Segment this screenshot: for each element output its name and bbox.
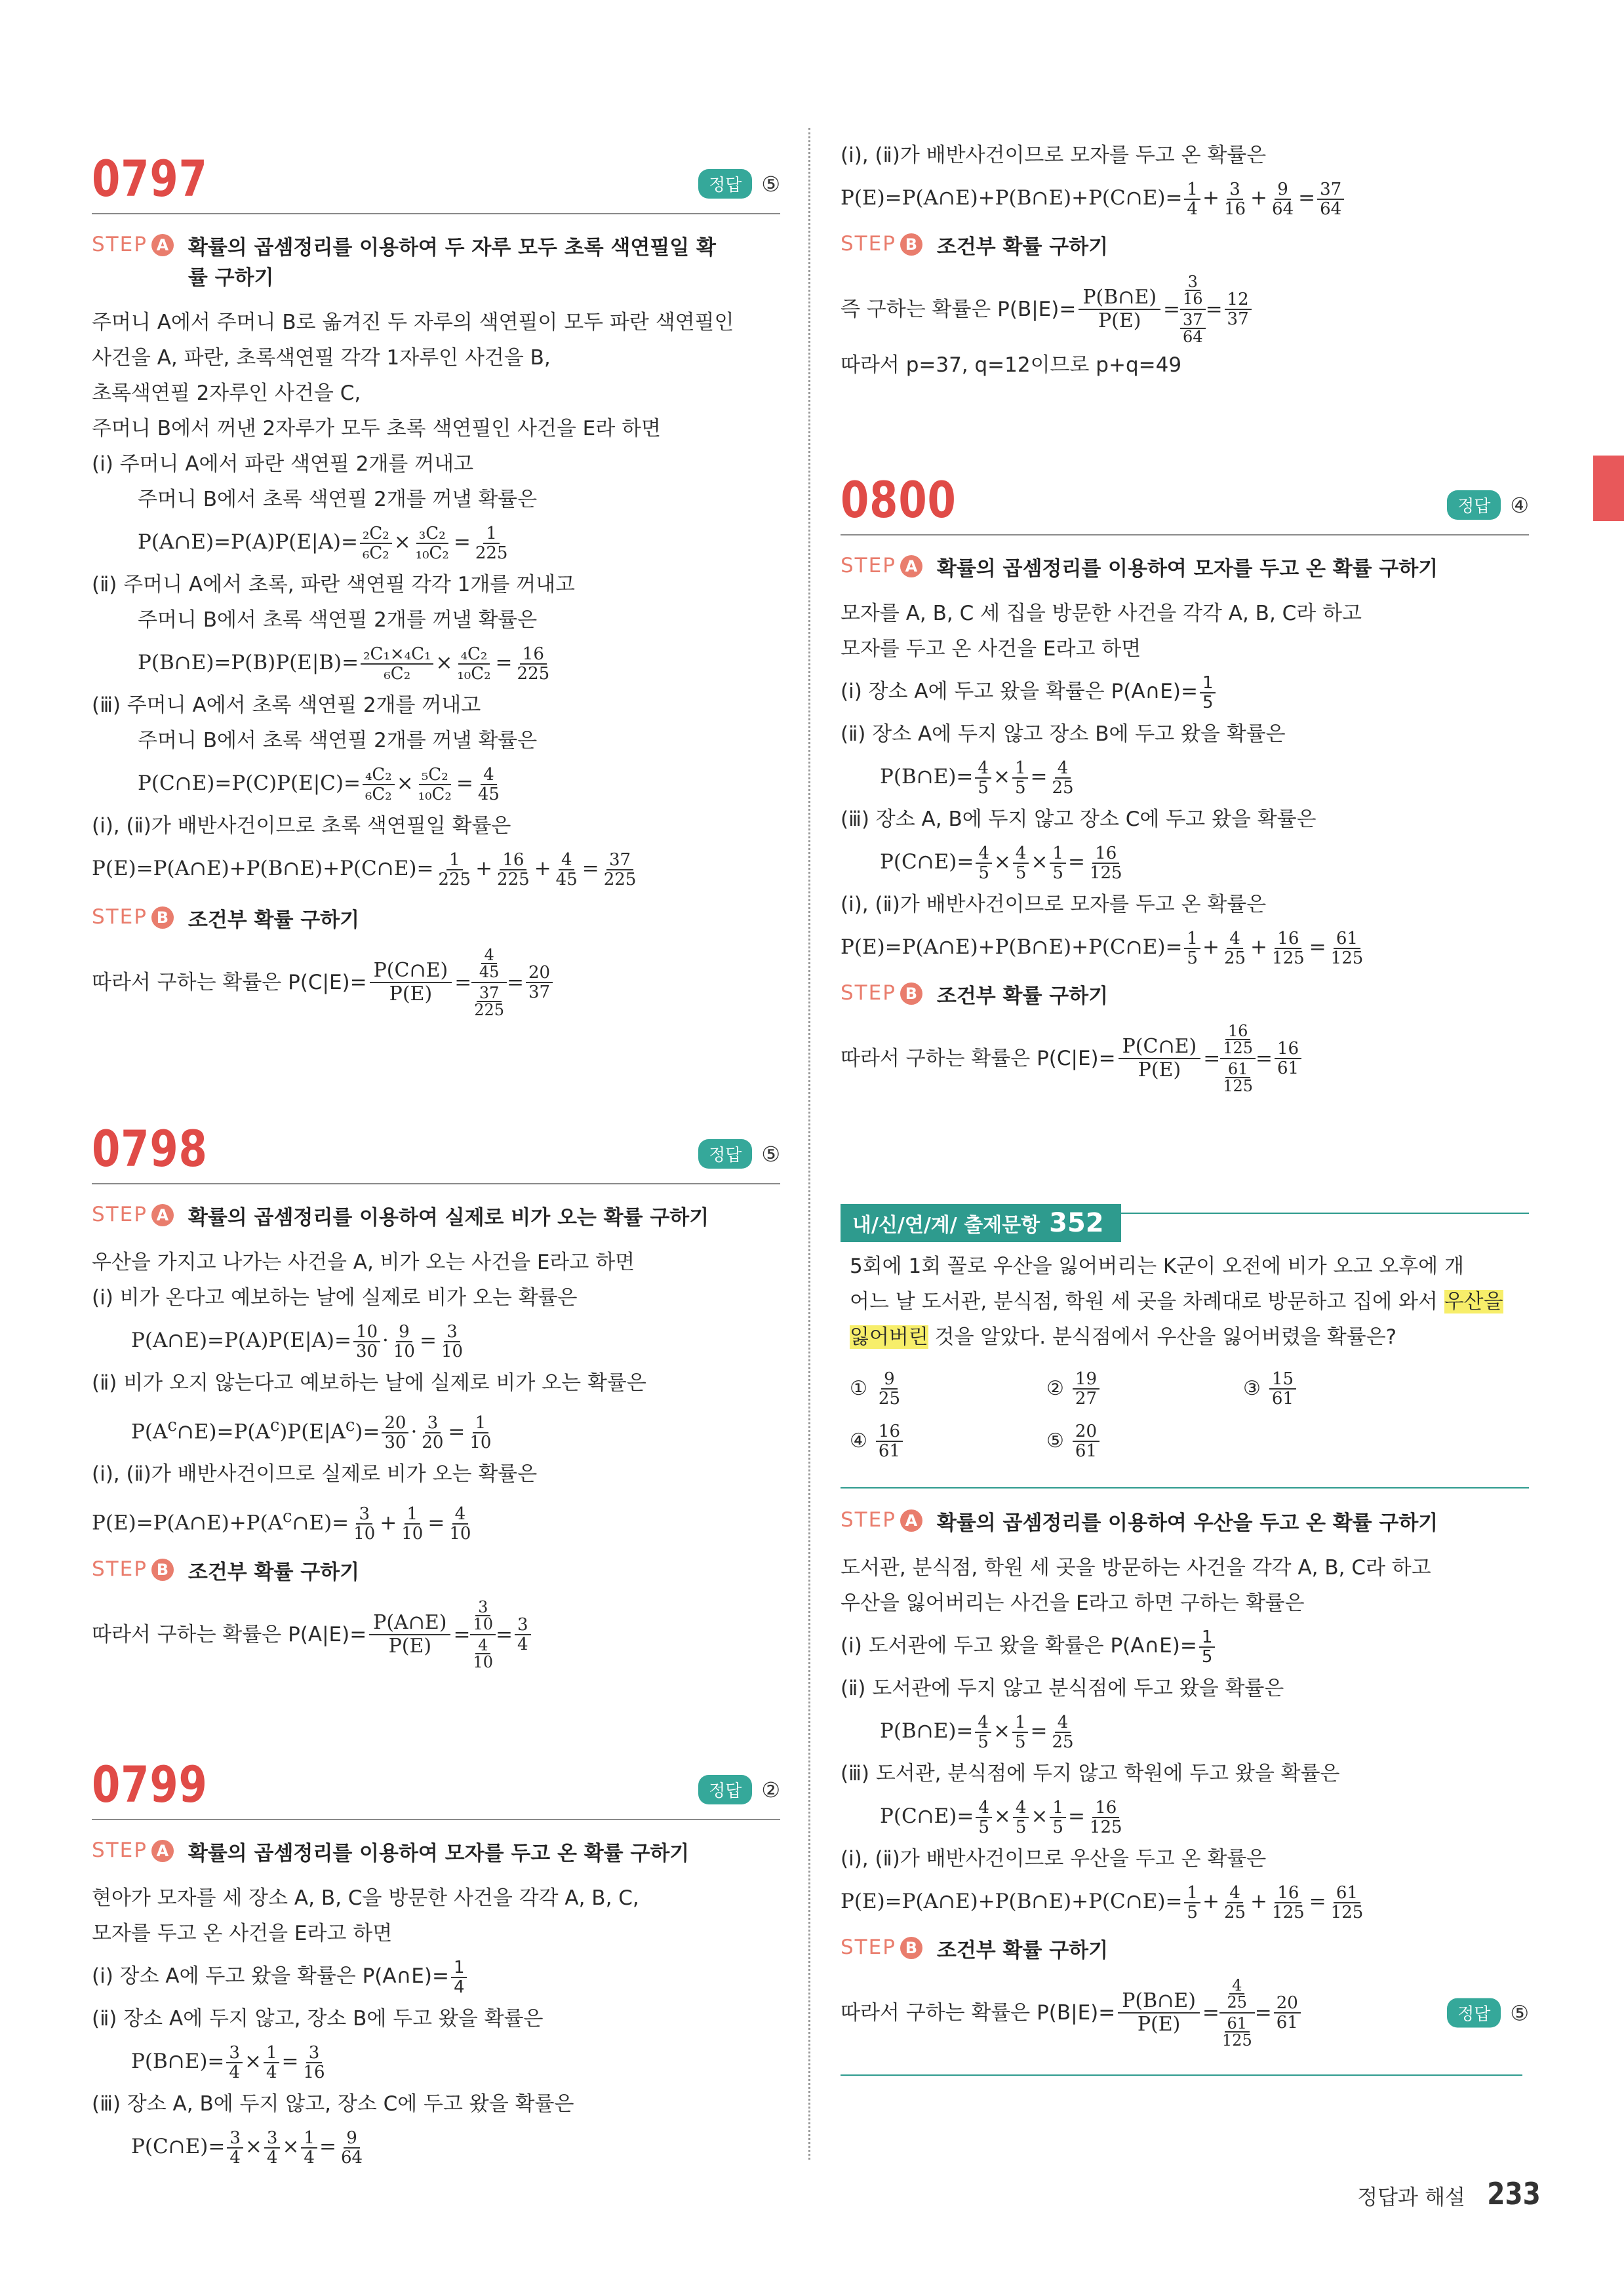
exclusive-line: (ⅰ), (ⅱ)가 배반사건이므로 모자를 두고 온 확률은 xyxy=(841,144,1267,167)
step-title: 조건부 확률 구하기 xyxy=(936,1939,1109,1962)
text-line: 모자를 두고 온 사건을 E라고 하면 xyxy=(92,1922,393,1945)
exclusive-line: (ⅰ), (ⅱ)가 배반사건이므로 모자를 두고 온 확률은 xyxy=(841,893,1267,916)
step-a xyxy=(92,233,780,293)
step-b xyxy=(92,1557,780,1587)
equation: P(A∩E)=P(A)P(E|A)= $\frac{\text{₂C₂}}{\text{₆C₂}}$ × $\frac{\text{₃C₂}}{\text{₁₀C₂}}$ = $\frac{1}{225}$ xyxy=(138,523,508,563)
exam-header xyxy=(841,1204,1121,1242)
equation: $\frac{P(A\cap E)}{P(E)}$ xyxy=(369,1612,450,1658)
answer-badge: 정답 xyxy=(1447,1998,1501,2028)
problem-number: 0799 xyxy=(92,1755,208,1814)
step-label: STEP xyxy=(841,232,896,256)
choice-2[interactable] xyxy=(1046,1363,1243,1415)
choice-numerator: 20 xyxy=(1073,1422,1099,1442)
compound-fraction: 3 16 37 64 xyxy=(1180,274,1206,345)
final-text: 따라서 구하는 확률은 P(A|E)= xyxy=(92,1622,367,1646)
equation: P(B∩E)= $\frac{4}{5}$ × $\frac{1}{5}$ = $\frac{4}{25}$ xyxy=(880,1712,1074,1752)
answer-choices xyxy=(850,1363,1529,1468)
compound-fraction: 4 45 37 225 xyxy=(471,947,507,1018)
answer-tag xyxy=(1447,1998,1529,2028)
section-end-line xyxy=(841,2074,1522,2076)
final-answer-line: 따라서 구하는 확률은 P(C|E)= $\frac{P(C\cap E)}{P(E)}$ = 16 125 61 125 = $\frac{16}{61}$ xyxy=(841,1023,1529,1094)
equation: $\frac{P(C\cap E)}{P(E)}$ xyxy=(1119,1036,1201,1081)
step-b-icon: B xyxy=(151,906,174,929)
case-1-text: (ⅰ) 장소 A에 두고 왔을 확률은 P(A∩E)= xyxy=(841,680,1198,703)
final-text: 따라서 구하는 확률은 P(B|E)= xyxy=(841,2001,1116,2025)
choice-denominator: 27 xyxy=(1075,1389,1097,1409)
case-2: (ⅱ) 비가 오지 않는다고 예보하는 날에 실제로 비가 오는 확률은 xyxy=(92,1371,646,1395)
step-title: 조건부 확률 구하기 xyxy=(188,1560,360,1584)
final-text: 즉 구하는 확률은 P(B|E)= xyxy=(841,298,1077,321)
choice-5[interactable] xyxy=(1046,1415,1243,1468)
equation: P(E)=P(A∩E)+P(B∩E)+P(C∩E)= $\frac{1}{5}$ + $\frac{4}{25}$ + $\frac{16}{125}$ = $\frac{61}{125}$ xyxy=(841,928,1364,968)
question-line xyxy=(850,1319,1529,1355)
case-1: (ⅰ) 장소 A에 두고 왔을 확률은 P(A∩E)= $\frac{1}{4}$ xyxy=(92,1951,780,2001)
exam-question-box xyxy=(841,1208,1529,1489)
step-a-icon: A xyxy=(900,555,922,577)
text-line: 모자를 A, B, C 세 집을 방문한 사건을 각각 A, B, C라 하고 xyxy=(841,602,1362,625)
step-title: 조건부 확률 구하기 xyxy=(936,984,1109,1008)
exclusive-line: (ⅰ), (ⅱ)가 배반사건이므로 우산을 두고 온 확률은 xyxy=(841,1847,1267,1871)
step-title: 확률의 곱셈정리를 이용하여 모자를 두고 온 확률 구하기 xyxy=(188,1842,690,1865)
answer-badge: 정답 xyxy=(1447,490,1501,520)
step-a xyxy=(841,1508,1529,1538)
equation: $P(E)=P(A\cap E)+P(A^c\cap E)=$ $\frac{3}{10}$ + $\frac{1}{10}$ = $\frac{4}{10}$ xyxy=(92,1504,471,1544)
step-a-icon: A xyxy=(151,1204,174,1226)
final-answer-line: 따라서 구하는 확률은 P(B|E)= $\frac{P(B\cap E)}{P(E)}$ = 4 25 61 125 = $\frac{20}{61}$ 정답 ⑤ xyxy=(841,1976,1529,2050)
final-answer-line: 따라서 구하는 확률은 P(C|E)= $\frac{P(C\cap E)}{P(E)}$ = 4 45 37 225 = $\frac{20}{37}$ xyxy=(92,947,780,1018)
page-footer xyxy=(1357,2176,1545,2211)
case-3: (ⅲ) 주머니 A에서 초록 색연필 2개를 꺼내고 xyxy=(92,693,481,717)
equation: $\frac{P(B\cap E)}{P(E)}$ xyxy=(1079,286,1160,332)
exam-number: 352 xyxy=(1049,1208,1104,1238)
choice-denominator: 61 xyxy=(878,1441,900,1461)
compound-fraction: 16 125 61 125 xyxy=(1220,1023,1256,1094)
answer-value: ⑤ xyxy=(1510,2000,1529,2025)
step-label: STEP xyxy=(841,1508,896,1532)
highlighted-text: 잃어버린 xyxy=(850,1325,928,1349)
choice-numerator: 16 xyxy=(876,1422,903,1442)
final-answer-line: 따라서 구하는 확률은 P(A|E)= $\frac{P(A\cap E)}{P(E)}$ = 3 10 4 10 = $\frac{3}{4}$ xyxy=(92,1599,780,1670)
step-b xyxy=(841,1936,1529,1966)
case-3: (ⅲ) 도서관, 분식점에 두지 않고 학원에 두고 왔을 확률은 xyxy=(841,1762,1340,1785)
step-b xyxy=(841,981,1529,1011)
problem-header xyxy=(92,1111,780,1184)
equation: P(A∩E)=P(A)P(E|A)= $\frac{10}{30}$ · $\frac{9}{10}$ = $\frac{3}{10}$ xyxy=(131,1321,464,1361)
step-label: STEP xyxy=(841,554,896,577)
step-b xyxy=(841,232,1529,262)
step-b-icon: B xyxy=(900,1937,922,1959)
step-a xyxy=(841,554,1529,584)
problem-0797 xyxy=(92,141,780,1018)
case-2: (ⅱ) 장소 A에 두지 않고 장소 B에 두고 왔을 확률은 xyxy=(841,722,1286,746)
equation: $\frac{P(B\cap E)}{P(E)}$ xyxy=(1118,1990,1200,2036)
equation: P(C∩E)= $\frac{4}{5}$ × $\frac{4}{5}$ × $\frac{1}{5}$ = $\frac{16}{125}$ xyxy=(880,1797,1122,1837)
case-2: (ⅱ) 장소 A에 두지 않고, 장소 B에 두고 왔을 확률은 xyxy=(92,2007,544,2031)
highlighted-text: 우산을 xyxy=(1444,1290,1503,1313)
answer-value: ⑤ xyxy=(761,171,780,197)
answer-tag xyxy=(1447,490,1529,520)
problem-0798 xyxy=(92,1111,780,1670)
case-3: (ⅲ) 장소 A, B에 두지 않고, 장소 C에 두고 왔을 확률은 xyxy=(92,2092,574,2116)
answer-value: ② xyxy=(761,1777,780,1802)
choice-numerator: 19 xyxy=(1073,1370,1099,1390)
question-line xyxy=(850,1284,1529,1319)
problem-header xyxy=(92,1747,780,1820)
case-1: (ⅰ) 장소 A에 두고 왔을 확률은 P(A∩E)= $\frac{1}{5}$ xyxy=(841,667,1529,716)
choice-mark: ③ xyxy=(1243,1377,1261,1400)
text-line: 초록색연필 2자루인 사건을 C, xyxy=(92,381,361,405)
answer-badge: 정답 xyxy=(698,1139,752,1169)
footer-label: 정답과 해설 xyxy=(1357,2185,1465,2209)
step-label: STEP xyxy=(841,1936,896,1959)
final-answer-line: 즉 구하는 확률은 P(B|E)= $\frac{P(B\cap E)}{P(E)}$ = 3 16 37 64 = $\frac{12}{37}$ xyxy=(841,274,1529,345)
step-label: STEP xyxy=(92,1839,148,1862)
text-line: 사건을 A, 파란, 초록색연필 각각 1자루인 사건을 B, xyxy=(92,346,551,370)
choice-mark: ② xyxy=(1046,1377,1064,1400)
case-1: (ⅰ) 비가 온다고 예보하는 날에 실제로 비가 오는 확률은 xyxy=(92,1286,578,1310)
compound-fraction: 4 25 61 125 xyxy=(1219,1977,1255,2048)
case-1: (ⅰ) 도서관에 두고 왔을 확률은 P(A∩E)= $\frac{1}{5}$ xyxy=(841,1621,1529,1671)
step-label: STEP xyxy=(92,905,148,929)
answer-tag xyxy=(698,1139,780,1169)
equation: P(C∩E)= $\frac{3}{4}$ × $\frac{3}{4}$ × $\frac{1}{4}$ = $\frac{9}{64}$ xyxy=(131,2128,363,2168)
exam-linked-problem xyxy=(841,1208,1529,2076)
choice-denominator: 61 xyxy=(1271,1389,1294,1409)
step-title: 조건부 확률 구하기 xyxy=(188,908,360,932)
page-number: 233 xyxy=(1487,2176,1541,2211)
step-a-icon: A xyxy=(151,1840,174,1862)
step-a xyxy=(92,1839,780,1869)
text-line: 주머니 A에서 주머니 B로 옮겨진 두 자루의 색연필이 모두 파란 색연필인 xyxy=(92,311,734,334)
text-line: 우산을 가지고 나가는 사건을 A, 비가 오는 사건을 E라고 하면 xyxy=(92,1251,635,1274)
problem-header xyxy=(92,141,780,214)
step-title: 확률의 곱셈정리를 이용하여 실제로 비가 오는 확률 구하기 xyxy=(188,1206,709,1230)
step-a xyxy=(92,1203,780,1233)
exam-header-label: 내/신/연/계/ 출제문항 xyxy=(852,1214,1040,1237)
answer-tag xyxy=(698,1775,780,1804)
final-text: 따라서 구하는 확률은 P(C|E)= xyxy=(841,1047,1116,1070)
equation: P(B∩E)=P(B)P(E|B)= $\frac{\text{₂C₁×₄C₁}}{\text{₆C₂}}$ × $\frac{\text{₄C₂}}{\text{₁₀C₂}}$ = $\frac{16}{225}$ xyxy=(138,644,550,684)
problem-0800 xyxy=(841,462,1529,1094)
problem-0799 xyxy=(92,1747,780,2171)
column-divider xyxy=(808,128,810,2160)
step-title: 조건부 확률 구하기 xyxy=(936,235,1109,259)
step-a-icon: A xyxy=(900,1509,922,1532)
compound-fraction: 3 10 4 10 xyxy=(470,1599,496,1670)
choice-mark: ④ xyxy=(850,1430,867,1452)
choice-1[interactable] xyxy=(850,1363,1046,1415)
text-line: 모자를 두고 온 사건을 E라고 하면 xyxy=(841,637,1141,661)
step-b-icon: B xyxy=(151,1559,174,1581)
equation: P(B∩E)= $\frac{4}{5}$ × $\frac{1}{5}$ = $\frac{4}{25}$ xyxy=(880,758,1074,798)
step-title: 확률의 곱셈정리를 이용하여 두 자루 모두 초록 색연필일 확률 구하기 xyxy=(188,236,716,290)
step-title: 확률의 곱셈정리를 이용하여 모자를 두고 온 확률 구하기 xyxy=(936,557,1438,581)
case-2: (ⅱ) 도서관에 두지 않고 분식점에 두고 왔을 확률은 xyxy=(841,1677,1284,1700)
question-line: 5회에 1회 꼴로 우산을 잃어버리는 K군이 오전에 비가 오고 오후에 개 xyxy=(850,1255,1464,1278)
case-1-text: (ⅰ) 장소 A에 두고 왔을 확률은 P(A∩E)= xyxy=(92,1964,449,1988)
text-line: 우산을 잃어버리는 사건을 E라고 하면 구하는 확률은 xyxy=(841,1591,1305,1615)
problem-number: 0800 xyxy=(841,471,957,529)
answer-badge: 정답 xyxy=(698,1775,752,1804)
case-2-detail: 주머니 B에서 초록 색연필 2개를 꺼낼 확률은 xyxy=(138,608,538,632)
case-2: (ⅱ) 주머니 A에서 초록, 파란 색연필 각각 1개를 꺼내고 xyxy=(92,573,575,596)
problem-number: 0797 xyxy=(92,149,208,208)
problem-number: 0798 xyxy=(92,1119,208,1178)
step-b-icon: B xyxy=(900,233,922,256)
case-1-text: (ⅰ) 도서관에 두고 왔을 확률은 P(A∩E)= xyxy=(841,1634,1197,1658)
answer-value: ⑤ xyxy=(761,1141,780,1167)
final-text: 따라서 구하는 확률은 P(C|E)= xyxy=(92,971,367,994)
step-label: STEP xyxy=(92,1203,148,1226)
answer-value: ④ xyxy=(1510,492,1529,518)
text-line: 도서관, 분식점, 학원 세 곳을 방문하는 사건을 각각 A, B, C라 하고 xyxy=(841,1556,1431,1580)
equation: P(E)=P(A∩E)+P(B∩E)+P(C∩E)= $\frac{1}{4}$ + $\frac{3}{16}$ + $\frac{9}{64}$ = $\frac{37}{64}$ xyxy=(841,173,1529,223)
step-a-icon: A xyxy=(151,234,174,256)
step-b xyxy=(92,905,780,935)
step-label: STEP xyxy=(92,233,148,256)
equation: P(E)=P(A∩E)+P(B∩E)+P(C∩E)= $\frac{1}{5}$ + $\frac{4}{25}$ + $\frac{16}{125}$ = $\frac{61}{125}$ xyxy=(841,1882,1364,1922)
choice-3[interactable] xyxy=(1243,1363,1440,1415)
choice-4[interactable] xyxy=(850,1415,1046,1468)
question-text: 것을 알았다. 분식점에서 우산을 잃어버렸을 확률은? xyxy=(928,1325,1397,1349)
exclusive-line: (ⅰ), (ⅱ)가 배반사건이므로 초록 색연필일 확률은 xyxy=(92,814,511,838)
choice-denominator: 61 xyxy=(1075,1441,1097,1461)
equation: $P(A^c\cap E)=P(A^c)P(E|A^c)=$ $\frac{20}{30}$ · $\frac{3}{20}$ = $\frac{1}{10}$ xyxy=(131,1412,492,1452)
answer-tag xyxy=(698,169,780,199)
step-title: 확률의 곱셈정리를 이용하여 우산을 두고 온 확률 구하기 xyxy=(936,1511,1438,1535)
question-text: 어느 날 도서관, 분식점, 학원 세 곳을 차례대로 방문하고 집에 와서 xyxy=(850,1290,1444,1313)
choice-numerator: 9 xyxy=(881,1370,898,1390)
case-1: (ⅰ) 주머니 A에서 파란 색연필 2개를 꺼내고 xyxy=(92,452,474,476)
answer-badge: 정답 xyxy=(698,169,752,199)
problem-header xyxy=(841,462,1529,535)
case-3-detail: 주머니 B에서 초록 색연필 2개를 꺼낼 확률은 xyxy=(138,729,538,752)
equation: P(C∩E)= $\frac{4}{5}$ × $\frac{4}{5}$ × $\frac{1}{5}$ = $\frac{16}{125}$ xyxy=(880,843,1122,883)
step-label: STEP xyxy=(92,1557,148,1581)
equation: P(C∩E)=P(C)P(E|C)= $\frac{\text{₄C₂}}{\text{₆C₂}}$ × $\frac{\text{₅C₂}}{\text{₁₀C₂}}$ = $\frac{4}{45}$ xyxy=(138,764,500,804)
pq-result: 따라서 p=37, q=12이므로 p+q=49 xyxy=(841,353,1182,377)
case-3: (ⅲ) 장소 A, B에 두지 않고 장소 C에 두고 왔을 확률은 xyxy=(841,807,1317,831)
choice-denominator: 25 xyxy=(878,1389,900,1409)
equation: P(B∩E)= $\frac{3}{4}$ × $\frac{1}{4}$ = $\frac{3}{16}$ xyxy=(131,2042,325,2082)
case-1-detail: 주머니 B에서 초록 색연필 2개를 꺼낼 확률은 xyxy=(138,488,538,511)
choice-mark: ⑤ xyxy=(1046,1430,1064,1452)
exclusive-line: (ⅰ), (ⅱ)가 배반사건이므로 실제로 비가 오는 확률은 xyxy=(92,1462,538,1487)
equation: P(E)=P(A∩E)+P(B∩E)+P(C∩E)= $\frac{1}{225}$ + $\frac{16}{225}$ + $\frac{4}{45}$ = $\frac{37}{225}$ xyxy=(92,849,637,889)
choice-mark: ① xyxy=(850,1377,867,1400)
section-tab-marker xyxy=(1593,456,1624,521)
step-label: STEP xyxy=(841,981,896,1005)
step-b-icon: B xyxy=(900,983,922,1005)
choice-numerator: 15 xyxy=(1269,1370,1296,1390)
text-line: 현아가 모자를 세 장소 A, B, C을 방문한 사건을 각각 A, B, C, xyxy=(92,1886,639,1910)
problem-0799-continued xyxy=(841,138,1529,383)
equation: $\frac{P(C\cap E)}{P(E)}$ xyxy=(370,960,452,1005)
text-line: 주머니 B에서 꺼낸 2자루가 모두 초록 색연필인 사건을 E라 하면 xyxy=(92,417,661,440)
